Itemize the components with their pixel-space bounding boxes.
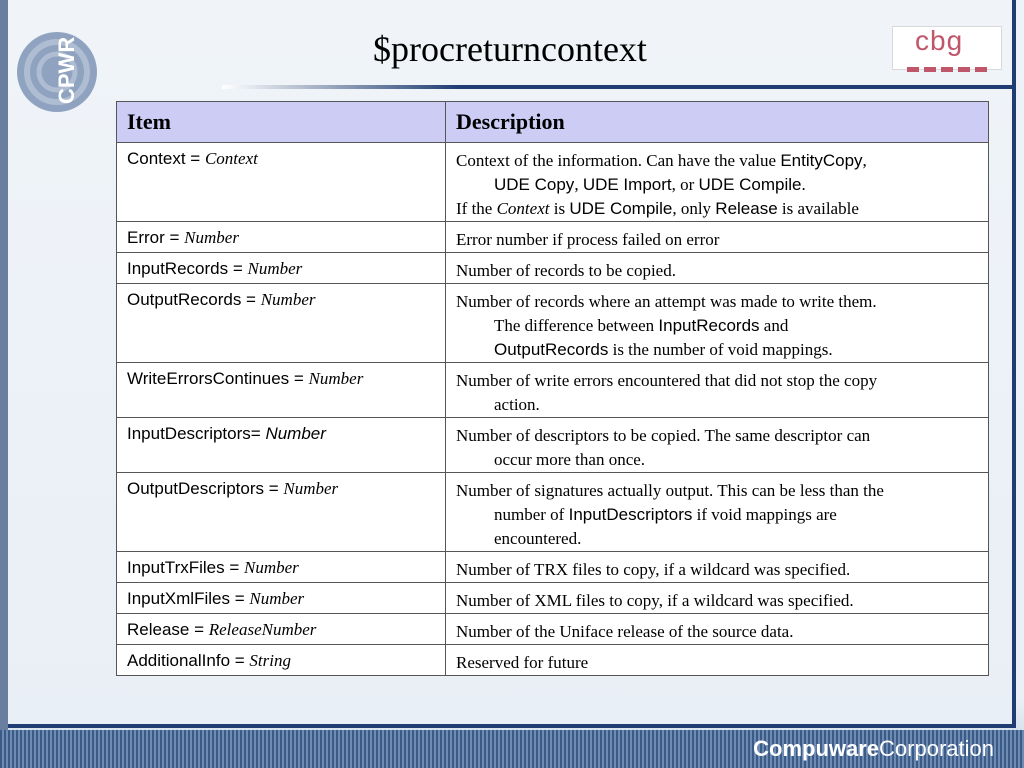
description-text: , or [671,175,699,194]
item-type: Context [204,149,258,168]
description-text: if void mappings are [692,505,837,524]
description-text: is [549,199,570,218]
item-name: Release = [127,620,209,639]
cbg-logo-text: cbg [915,25,964,56]
header-description: Description [446,102,989,143]
description-text: encountered. [494,529,582,548]
description-cell [446,552,989,583]
description-cell [446,284,989,363]
table-row [117,473,989,552]
item-name: InputRecords = [127,259,248,278]
cbg-logo [892,26,1002,70]
description-text: Error number if process failed on error [456,230,720,249]
item-name: OutputDescriptors = [127,479,284,498]
item-name: WriteErrorsContinues = [127,369,309,388]
item-name: OutputRecords = [127,290,261,309]
item-name: InputTrxFiles = [127,558,244,577]
description-text: EntityCopy [780,151,863,170]
description-text: Context of the information. Can have the value [456,151,781,170]
description-text: UDE Compile [569,199,673,218]
item-name: Context = [127,149,205,168]
description-text: Number of records to be copied. [456,261,676,280]
cbg-logo-bars [907,59,992,77]
description-text: number of [494,505,569,524]
item-name: AdditionalInfo = [127,651,250,670]
description-text: Number of signatures actually output. This can be less than the [456,481,884,500]
description-text: InputRecords [658,316,760,335]
description-text: , [574,175,583,194]
cpwr-logo [12,22,102,122]
description-cell [446,645,989,676]
item-name: InputDescriptors= [127,424,266,443]
description-text: Number of descriptors to be copied. The same descriptor can [456,426,871,445]
description-text: Release [715,199,778,218]
table-header-row [117,102,989,143]
description-text: , only [672,199,716,218]
table-row [117,363,989,418]
item-cell [117,284,446,363]
item-type: ReleaseNumber [208,620,317,639]
item-cell [117,614,446,645]
description-text: Number of records where an attempt was made to write them. [456,292,877,311]
slide-title: $procreturncontext [373,29,647,69]
description-text: Number of the Uniface release of the source data. [456,622,794,641]
item-cell [117,645,446,676]
brand-bold: Compuware [753,736,880,761]
table-row [117,418,989,473]
item-name: InputXmlFiles = [127,589,250,608]
description-text: If the [456,199,497,218]
description-text: . [801,175,806,194]
description-cell [446,614,989,645]
description-text: OutputRecords [494,340,609,359]
description-text: and [759,316,789,335]
description-cell [446,143,989,222]
description-text: is the number of void mappings. [608,340,833,359]
table-row [117,583,989,614]
description-text: action. [494,395,540,414]
description-text: The difference between [494,316,659,335]
item-type: Number [184,228,239,247]
description-text: Reserved for future [456,653,589,672]
description-text: , [862,151,867,170]
item-type: Number [260,290,316,309]
table-row [117,614,989,645]
description-text: Number of XML files to copy, if a wildcard was specified. [456,591,854,610]
compuware-brand [753,736,994,762]
description-text: UDE Copy [494,175,575,194]
item-type: Number [244,558,299,577]
table-row [117,284,989,363]
table-row [117,253,989,284]
cpwr-logo-text: CPWR [54,36,79,104]
item-name: Error = [127,228,185,247]
description-cell [446,473,989,552]
item-type: Number [283,479,339,498]
description-cell [446,222,989,253]
header-item: Item [117,102,446,143]
description-text: UDE Compile [698,175,802,194]
table-body [117,143,989,676]
item-cell [117,418,446,473]
description-cell [446,583,989,614]
description-text: UDE Import [582,175,672,194]
left-stripe [0,0,8,730]
item-cell [117,222,446,253]
table-row [117,143,989,222]
description-cell [446,418,989,473]
table-row [117,222,989,253]
footer-bar [0,730,1024,768]
description-text: Number of write errors encountered that did not stop the copy [456,371,878,390]
brand-rest: Corporation [879,736,994,761]
item-type: Number [308,369,364,388]
description-text: is available [777,199,859,218]
table-row [117,552,989,583]
description-cell [446,363,989,418]
item-cell [117,253,446,284]
item-type: Number [247,259,303,278]
item-type: Number [249,589,305,608]
context-table [116,101,989,676]
item-cell [117,583,446,614]
title-rule [222,85,1012,89]
item-cell [117,363,446,418]
description-cell [446,253,989,284]
item-cell [117,143,446,222]
item-cell [117,473,446,552]
item-type: String [249,651,291,670]
description-text: InputDescriptors [568,505,693,524]
item-type: Number [265,424,326,443]
table-row [117,645,989,676]
description-text: Context [496,199,550,218]
item-cell [117,552,446,583]
description-text: Number of TRX files to copy, if a wildcard was specified. [456,560,851,579]
description-text: occur more than once. [494,450,646,469]
